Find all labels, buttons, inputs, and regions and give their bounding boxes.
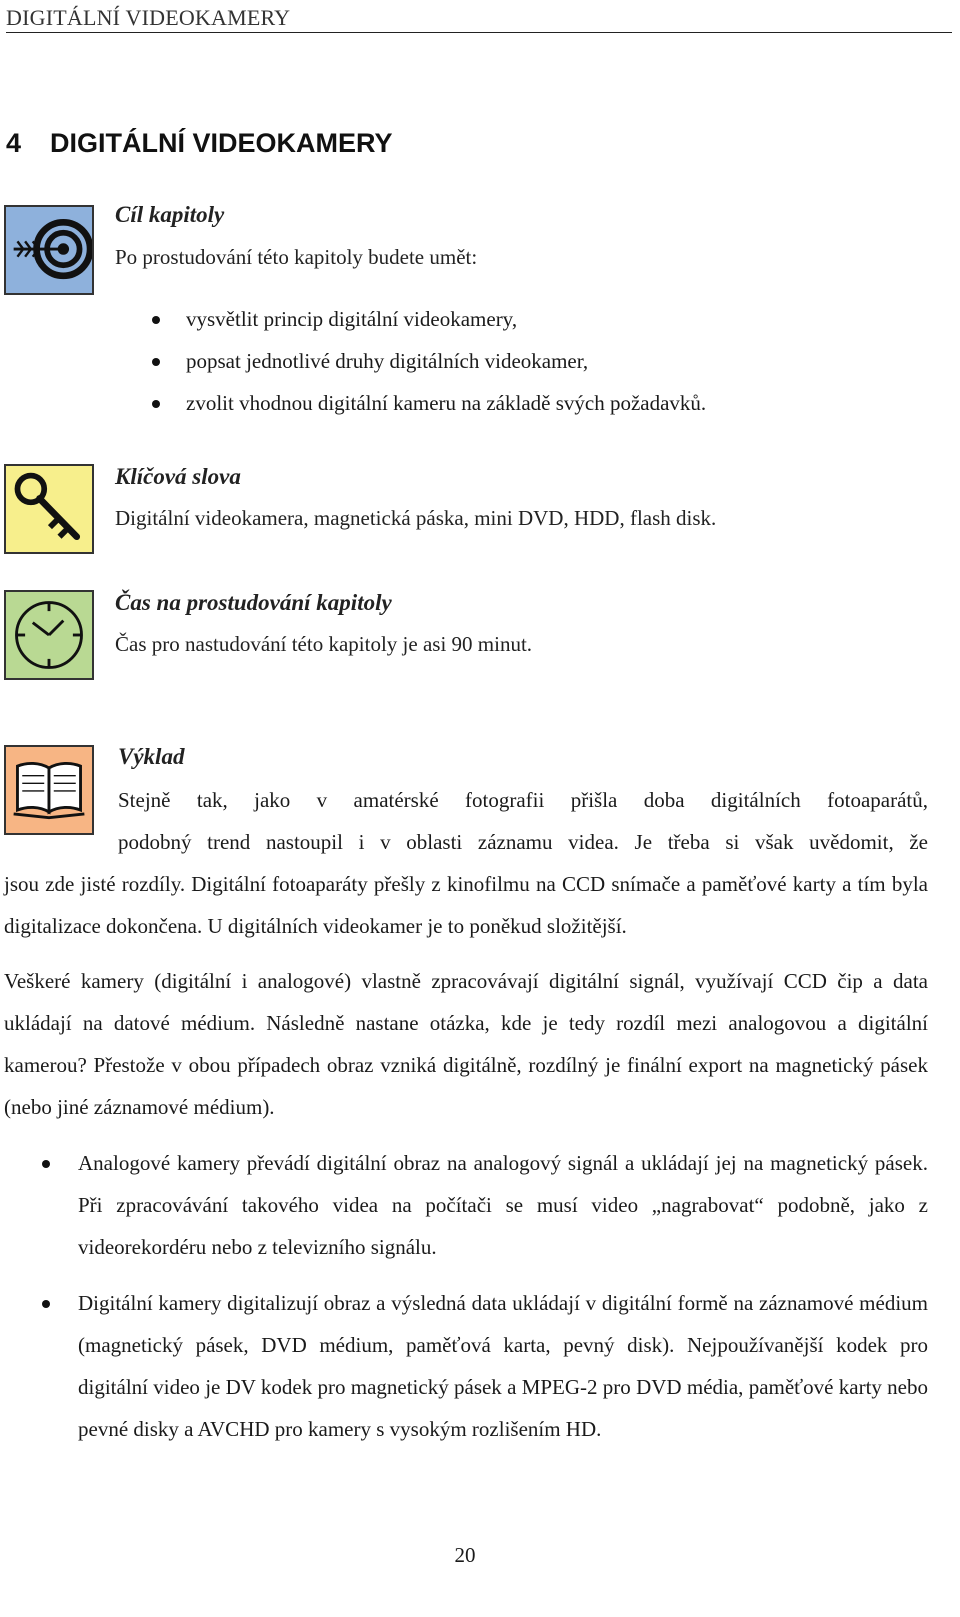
study-time-text: Čas pro nastudování této kapitoly je asi 90 minut.	[115, 632, 533, 656]
list-item: zvolit vhodnou digitální kameru na základě svých požadavků.	[150, 382, 706, 424]
list-item: Analogové kamery převádí digitální obraz na analogový signál a ukládají jej na magnetický pásek. Při zpracovávání takového videa na počítači se musí video „nagrabovat“ podobně, jako z videorekordéru nebo z televizního signálu.	[4, 1142, 928, 1268]
page-number: 20	[454, 1543, 476, 1567]
goals-intro: Po prostudování této kapitoly budete umět:	[115, 245, 478, 269]
book-icon	[4, 745, 94, 835]
list-item: Digitální kamery digitalizují obraz a výsledná data ukládají v digitální formě na záznamové médium (magnetický pásek, DVD médium, paměťová karta, pevný disk). Nejpoužívanější kodek pro digitální video je DV kodek pro magnetický pásek a MPEG-2 pro DVD média, paměťové karty nebo pevné disky a AVCHD pro kamery s vysokým rozlišením HD.	[4, 1282, 928, 1450]
lecture-para1-line1: Stejně tak, jako v amatérské fotografii přišla doba digitálních fotoaparátů,	[118, 788, 928, 812]
lecture-para1-rest: jsou zde jisté rozdíly. Digitální fotoaparáty přešly z kinofilmu na CCD snímače a paměťové karty a tím byla digitalizace dokončena. U digitálních videokamer je to poněkud složitější.	[4, 872, 928, 938]
goals-list	[150, 298, 706, 424]
goals-heading: Cíl kapitoly	[115, 202, 225, 227]
chapter-title	[6, 128, 393, 159]
running-header: DIGITÁLNÍ VIDEOKAMERY	[6, 4, 952, 33]
key-icon	[4, 464, 94, 554]
study-time-heading: Čas na prostudování kapitoly	[115, 590, 392, 615]
lecture-heading: Výklad	[118, 744, 185, 769]
lecture-para2: Veškeré kamery (digitální i analogové) vlastně zpracovávají digitální signál, využívají CCD čip a data ukládají na datové médium. Následně nastane otázka, kde je tedy rozdíl mezi analogovou a digitální kamerou? Přestože v obou případech obraz vzniká digitálně, rozdílný je finální export na magnetický pásek (nebo jiné záznamové médium).	[4, 969, 928, 1119]
lecture-bullet-list	[4, 1142, 928, 1464]
keywords-heading: Klíčová slova	[115, 464, 241, 489]
lecture-para1-line2: podobný trend nastoupil i v oblasti záznamu videa. Je třeba si však uvědomit, že	[118, 830, 928, 854]
list-item: vysvětlit princip digitální videokamery,	[150, 298, 706, 340]
chapter-number: 4	[6, 128, 22, 158]
list-item: popsat jednotlivé druhy digitálních videokamer,	[150, 340, 706, 382]
chapter-title-text: DIGITÁLNÍ VIDEOKAMERY	[50, 128, 393, 158]
keywords-text: Digitální videokamera, magnetická páska, mini DVD, HDD, flash disk.	[115, 506, 717, 530]
target-arrow-icon	[4, 205, 94, 295]
clock-icon	[4, 590, 94, 680]
